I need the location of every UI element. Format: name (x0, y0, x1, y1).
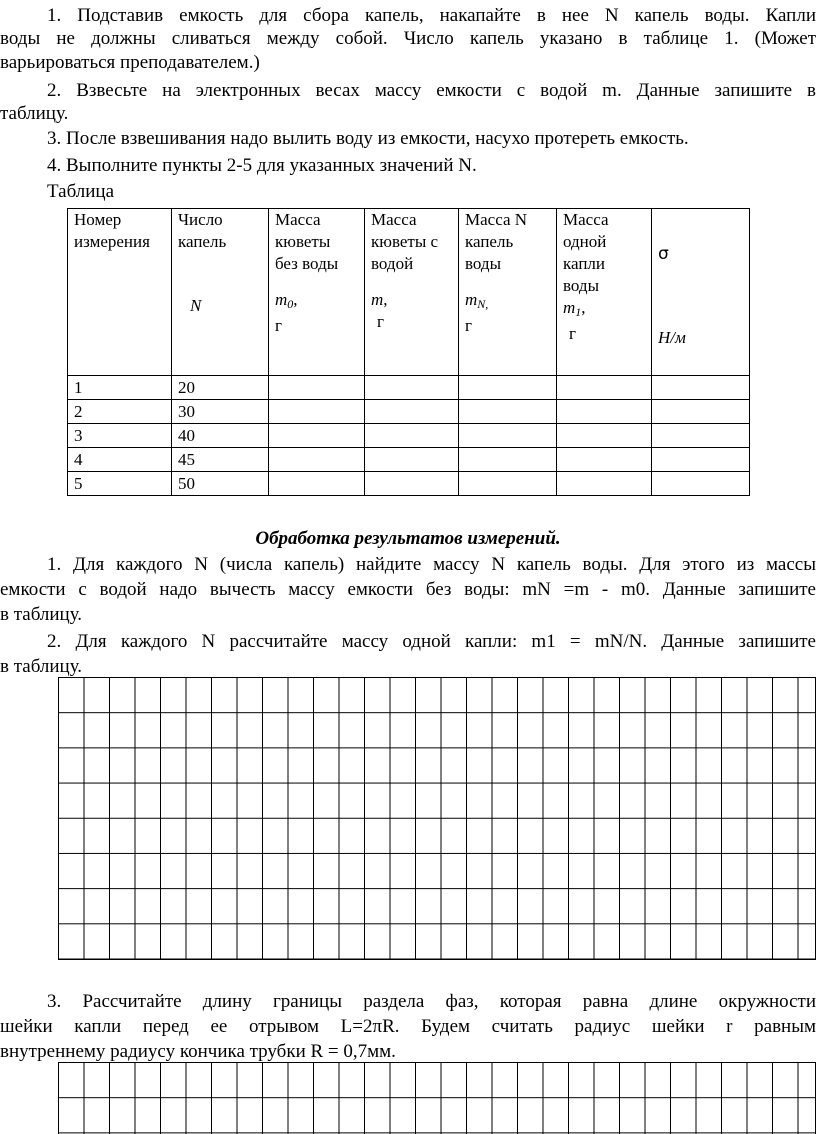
processing-3-line-1: 3. Рассчитайте длину границы раздела фаз, которая равна длине окружности (47, 991, 816, 1012)
processing-2-line-1: 2. Для каждого N рассчитайте массу одной капли: m1 = mN/N. Данные запишите (47, 631, 816, 652)
header-mass-empty: Масса кюветы без воды $m_0$, г (269, 209, 365, 376)
section-heading: Обработка результатов измерений. (255, 528, 561, 549)
processing-1-line-1: 1. Для каждого N (числа капель) найдите массу N капель воды. Для этого из массы (47, 554, 816, 575)
processing-3-line-2: шейки капли перед ее отрывом L=2πR. Будем считать радиус шейки r равным (0, 1016, 816, 1037)
step-4: 4. Выполните пункты 2-5 для указанных значений N. (47, 155, 477, 176)
measurement-table (67, 208, 750, 496)
step-3: 3. После взвешивания надо вылить воду из емкости, насухо протереть емкость. (47, 128, 689, 149)
processing-3-line-3: внутреннему радиусу кончика трубки R = 0,7мм. (0, 1041, 396, 1062)
table-row: 5 50 (68, 471, 750, 495)
header-mass-one-drop: Масса одной капли воды $m_1$, г (557, 209, 652, 376)
answer-grid-1 (58, 677, 816, 960)
header-measurement-number: Номер измерения (68, 209, 172, 376)
step-2-line-2: таблицу. (0, 103, 69, 124)
step-1-line-3: варьироваться преподавателем.) (0, 52, 260, 73)
table-row: 1 20 (68, 375, 750, 399)
step-1-line-2: воды не должны сливаться между собой. Число капель указано в таблице 1. (Может (0, 28, 816, 49)
table-row: 2 30 (68, 399, 750, 423)
header-mass-n-drops: Масса N капель воды $m_{N,}$ г (459, 209, 557, 376)
step-1-line-1: 1. Подставив емкость для сбора капель, накапайте в нее N капель воды. Капли (47, 5, 816, 26)
table-caption: Таблица (47, 181, 115, 202)
header-mass-with-water: Масса кюветы с водой m, г (365, 209, 459, 376)
header-sigma: σ Н/м (652, 209, 750, 376)
step-2-line-1: 2. Взвесьте на электронных весах массу емкости с водой m. Данные запишите в (47, 80, 816, 101)
answer-grid-2 (58, 1062, 816, 1134)
table-row: 3 40 (68, 423, 750, 447)
processing-1-line-2: емкости с водой надо вычесть массу емкости без воды: mN =m - m0. Данные запишите (0, 579, 816, 600)
header-drop-count: Число капель N (172, 209, 269, 376)
table-row: 4 45 (68, 447, 750, 471)
processing-2-line-2: в таблицу. (0, 656, 83, 677)
table-header-row (68, 209, 750, 376)
processing-1-line-3: в таблицу. (0, 604, 83, 625)
